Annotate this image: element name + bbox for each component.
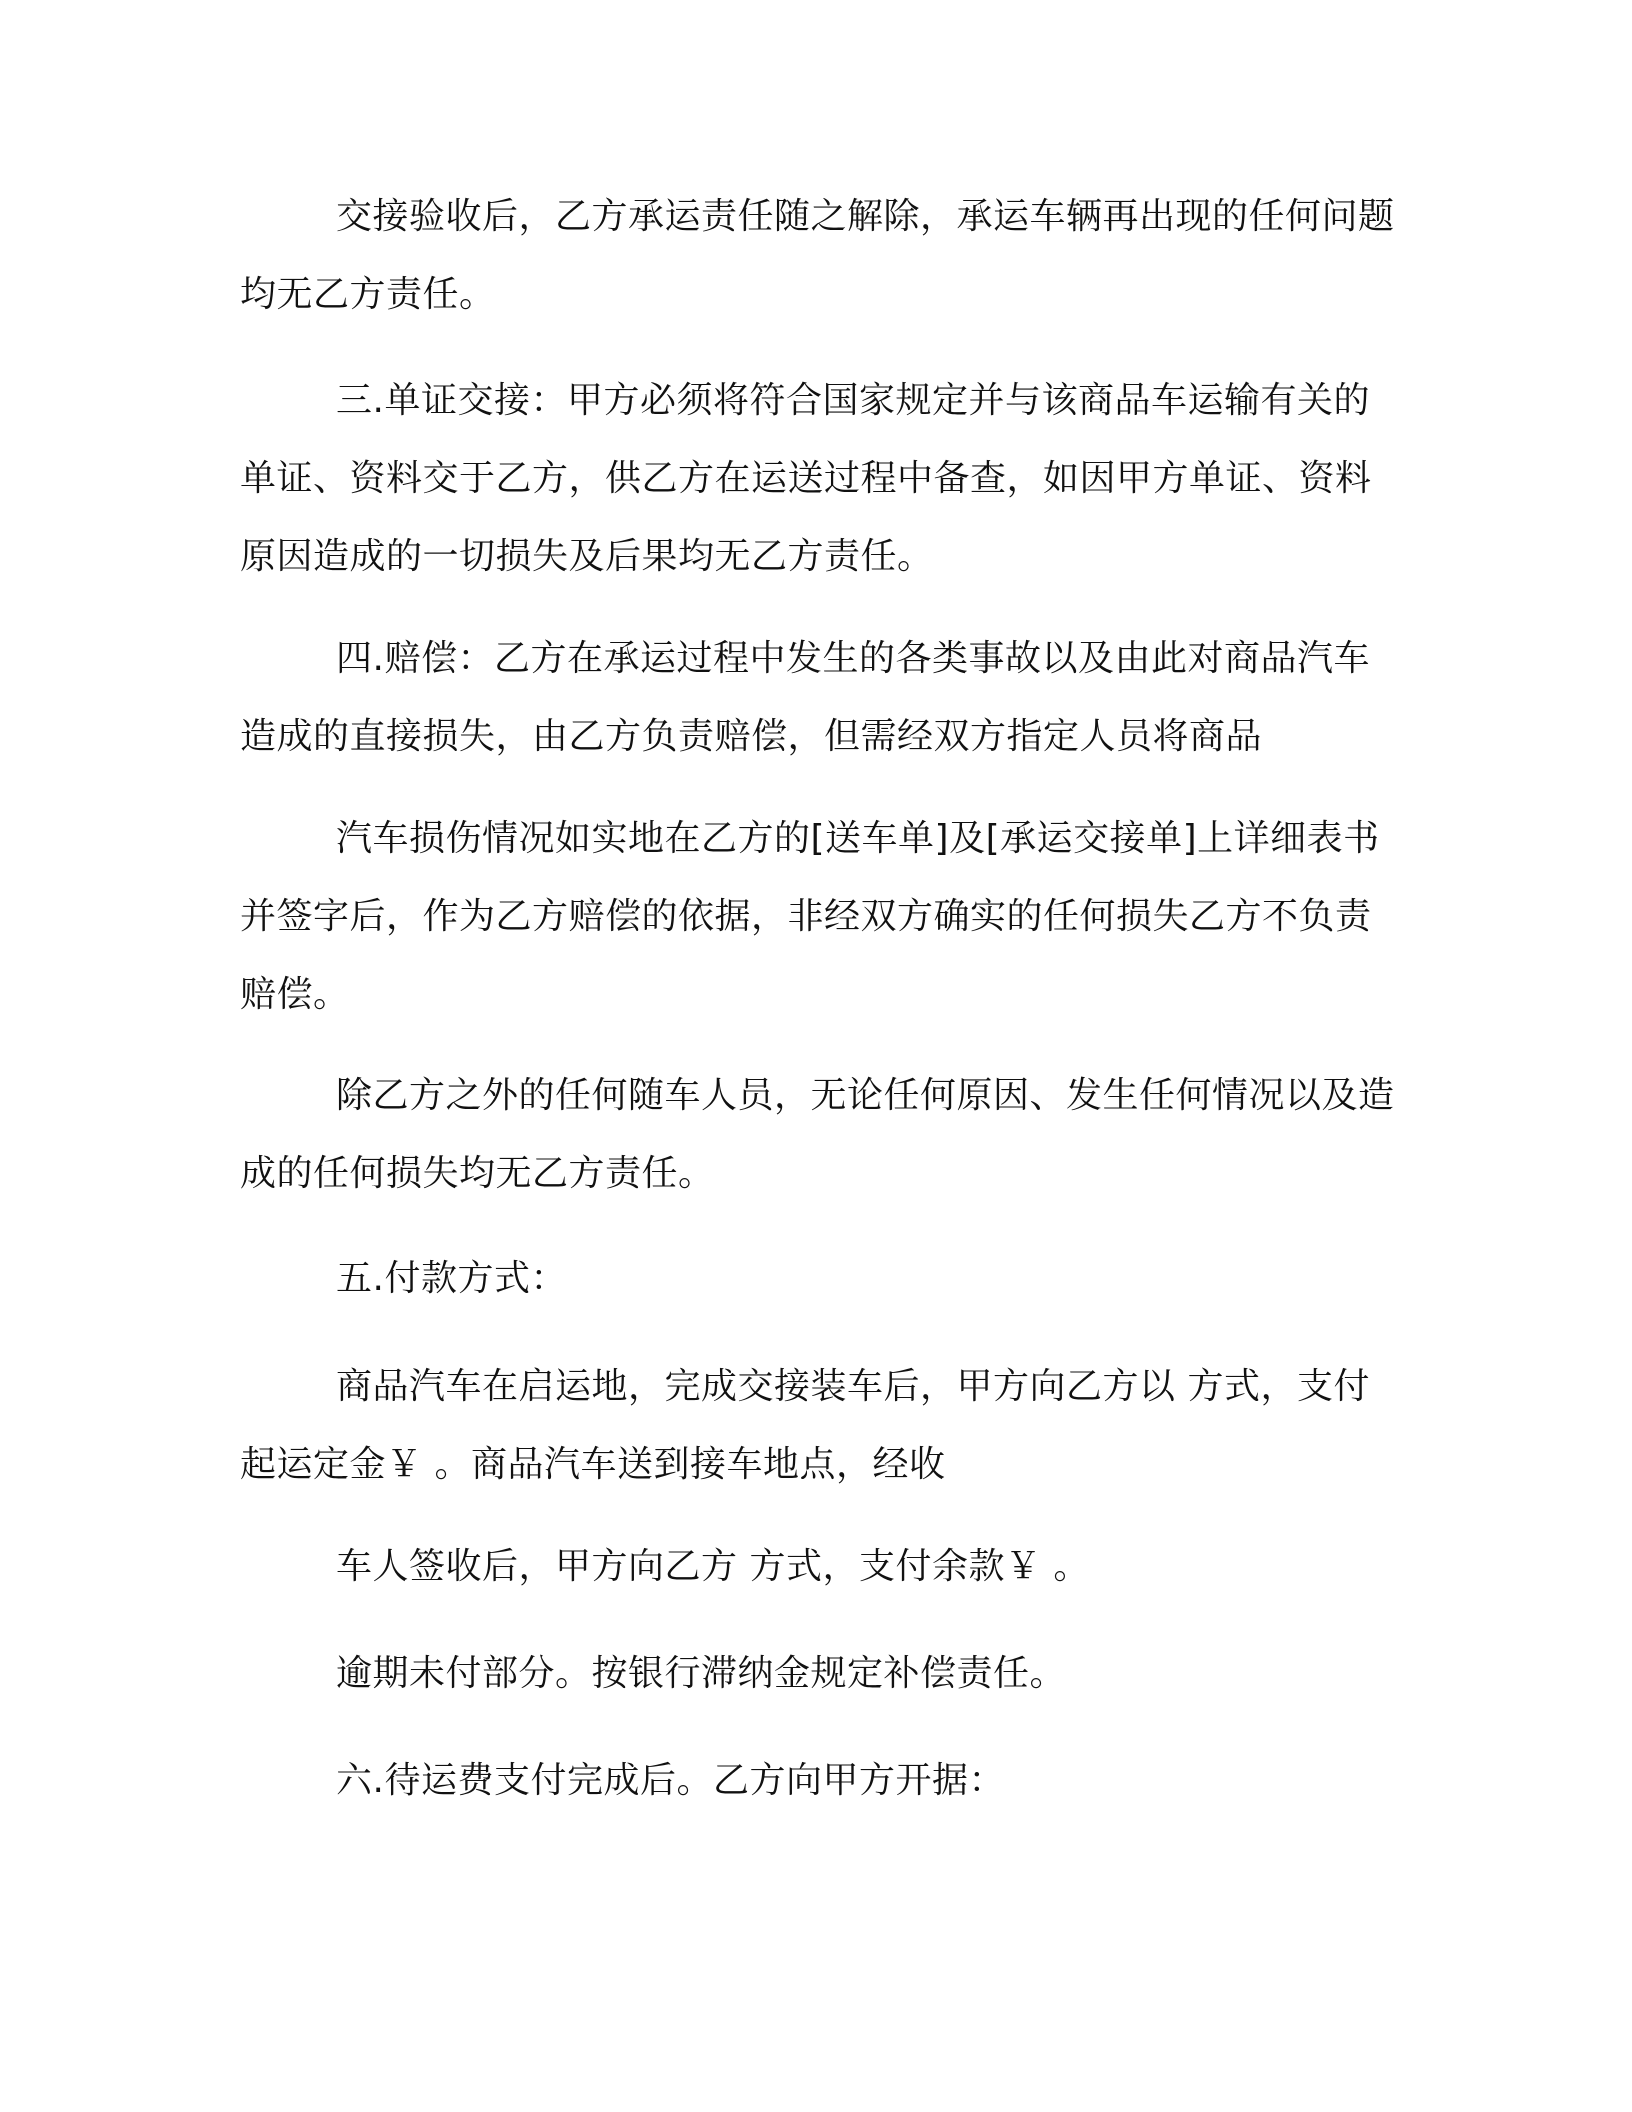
- paragraph-invoice: 六.待运费支付完成后。乙方向甲方开据：: [336, 1760, 1005, 1801]
- paragraph-damage-record: 汽车损伤情况如实地在乙方的[送车单]及[承运交接单]上详细表书并签字后，作为乙方赔偿的依据，非经双方确实的任何损失乙方不负责赔偿。: [240, 818, 1380, 1015]
- paragraph-overdue: 逾期未付部分。按银行滞纳金规定补偿责任。: [336, 1653, 1067, 1694]
- paragraph-deposit: 商品汽车在启运地，完成交接装车后，甲方向乙方以 方式，支付起运定金￥ 。商品汽车送到接车地点，经收: [240, 1366, 1370, 1485]
- paragraph-document-handover: 三.单证交接：甲方必须将符合国家规定并与该商品车运输有关的单证、资料交于乙方，供乙方在运送过程中备查，如因甲方单证、资料原因造成的一切损失及后果均无乙方责任。: [240, 380, 1372, 577]
- paragraph-balance: 车人签收后，甲方向乙方 方式，支付余款￥ 。: [336, 1546, 1090, 1587]
- paragraph-payment-method-title: 五.付款方式：: [336, 1258, 567, 1299]
- paragraph-compensation: 四.赔偿：乙方在承运过程中发生的各类事故以及由此对商品汽车造成的直接损失，由乙方负责赔偿，但需经双方指定人员将商品: [240, 638, 1370, 757]
- paragraph-acceptance: 交接验收后，乙方承运责任随之解除，承运车辆再出现的任何问题均无乙方责任。: [240, 196, 1395, 315]
- paragraph-other-personnel: 除乙方之外的任何随车人员，无论任何原因、发生任何情况以及造成的任何损失均无乙方责任。: [240, 1075, 1395, 1194]
